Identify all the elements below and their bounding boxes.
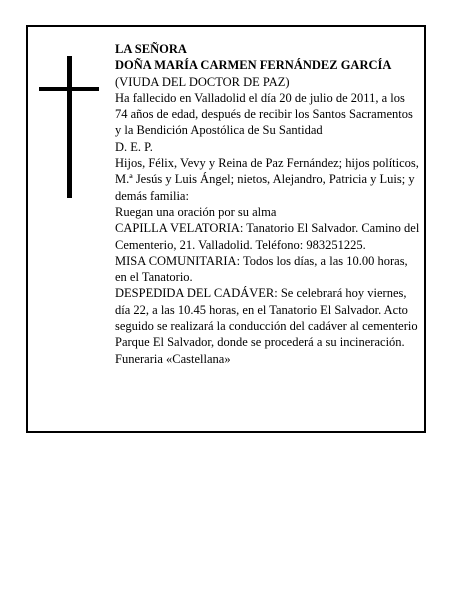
notice-text bbox=[115, 41, 420, 367]
prayer-request: Ruegan una oración por su alma bbox=[115, 204, 277, 219]
funeral-home: Funeraria «Castellana» bbox=[115, 351, 231, 366]
obituary-notice bbox=[26, 25, 426, 433]
cross-horizontal-bar bbox=[39, 87, 99, 91]
deceased-name: DOÑA MARÍA CARMEN FERNÁNDEZ GARCÍA bbox=[115, 58, 392, 73]
cross-vertical-bar bbox=[67, 56, 72, 198]
farewell-info: DESPEDIDA DEL CADÁVER: Se celebrará hoy viernes, día 22, a las 10.45 horas, en el Tanatorio El Salvador. Acto seguido se realizará la conducción del cadáver al cementerio Parque El Salvador, donde se procederá a su incineración. bbox=[115, 286, 418, 350]
mass-info: MISA COMUNITARIA: Todos los días, a las 10.00 horas, en el Tanatorio. bbox=[115, 253, 408, 285]
chapel-info: CAPILLA VELATORIA: Tanatorio El Salvador. Camino del Cementerio, 21. Valladolid. Teléfono: 983251225. bbox=[115, 221, 420, 252]
death-announcement: Ha fallecido en Valladolid el día 20 de julio de 2011, a los 74 años de edad, después de recibir los Santos Sacramentos y la Bendición Apostólica de Su Santidad bbox=[115, 90, 413, 138]
family-list: Hijos, Félix, Vevy y Reina de Paz Fernández; hijos políticos, M.ª Jesús y Luis Ángel; nietos, Alejandro, Patricia y Luis; y demás familia: bbox=[115, 156, 419, 203]
notice-title: LA SEÑORA bbox=[115, 42, 187, 56]
rip-text: D. E. P. bbox=[115, 139, 153, 154]
widow-of: (VIUDA DEL DOCTOR DE PAZ) bbox=[115, 74, 290, 89]
